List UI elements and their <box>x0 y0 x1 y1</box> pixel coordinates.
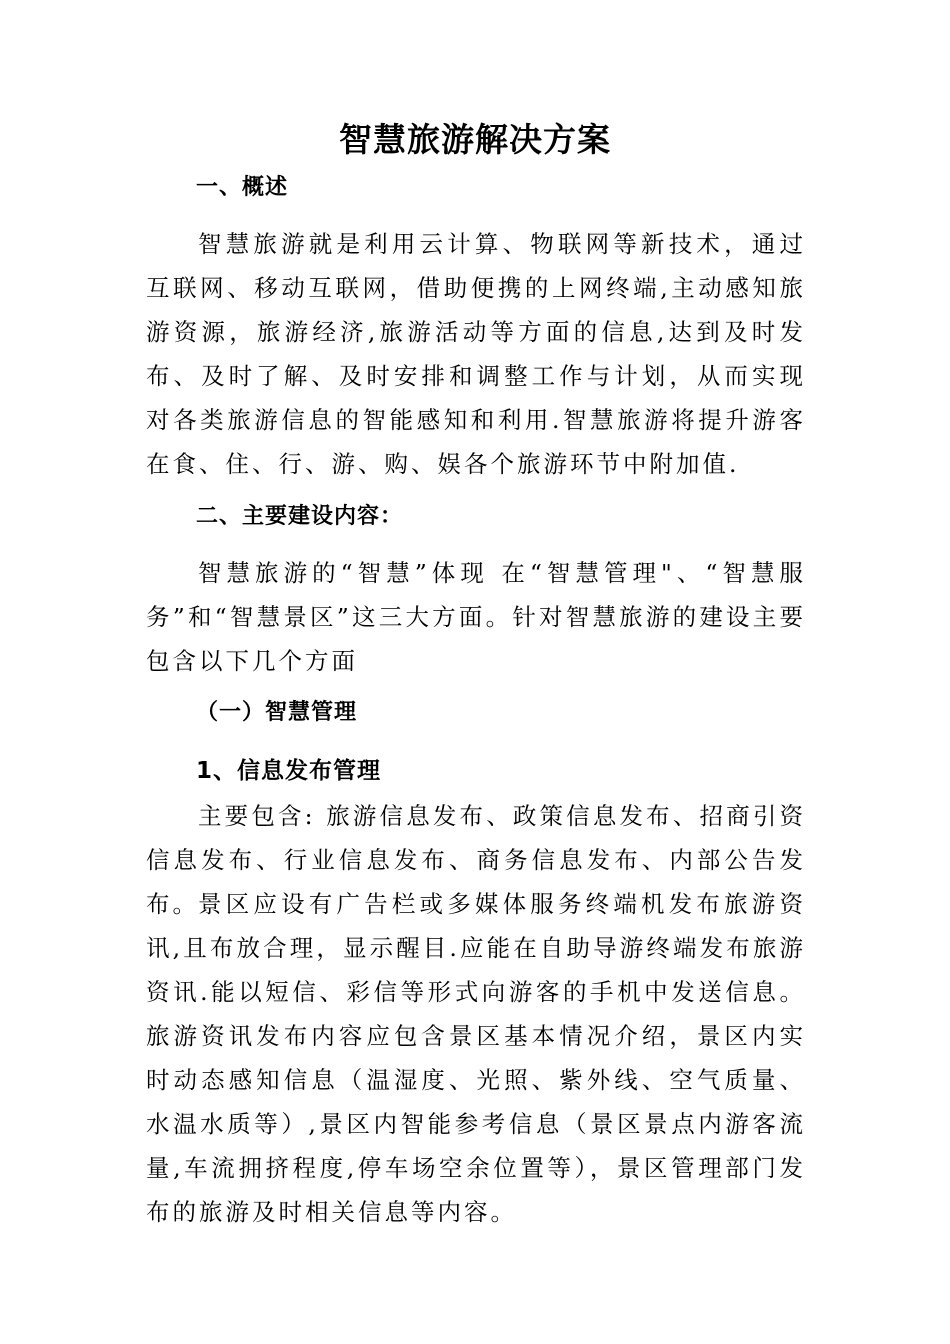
item-heading-info-publishing: 1、信息发布管理 <box>196 758 382 784</box>
main-content-paragraph: 智慧旅游的“智慧”体现 在“智慧管理"、“智慧服务”和“智慧景区”这三大方面。针对智慧旅游的建设主要包含以下几个方面 <box>146 559 806 675</box>
subsection-heading-smart-management: （一）智慧管理 <box>196 700 358 725</box>
info-publishing-paragraph-1: 主要包含: 旅游信息发布、政策信息发布、招商引资信息发布、行业信息发布、商务信息发布、内部公告发布。 <box>146 802 806 918</box>
overview-paragraph: 智慧旅游就是利用云计算、物联网等新技术，通过互联网、移动互联网，借助便携的上网终端,主动感知旅游资源，旅游经济,旅游活动等方面的信息,达到及时发布、及时了解、及时安排和调整工作与计划，从而实现对各类旅游信息的智能感知和利用.智慧旅游将提升游客在食、住、行、游、购、娱各个旅游环节中附加值. <box>146 230 806 478</box>
section-heading-main-content: 二、主要建设内容： <box>196 504 404 529</box>
document-title: 智慧旅游解决方案 <box>339 120 611 159</box>
section-heading-overview: 一、概述 <box>196 175 289 200</box>
info-publishing-paragraph-2: 景区应设有广告栏或多媒体服务终端机发布旅游资讯,且布放合理，显示醒目.应能在自助导游终端发布旅游资讯.能以短信、彩信等形式向游客的手机中发送信息。旅游资讯发布内容应包含景区基本情况介绍，景区内实时动态感知信息（温湿度、光照、紫外线、空气质量、水温水质等）,景区内智能参考信息（景区景点内游客流量,车流拥挤程度,停车场空余位置等），景区管理部门发布的旅游及时相关信息等内容。 <box>146 890 806 1226</box>
